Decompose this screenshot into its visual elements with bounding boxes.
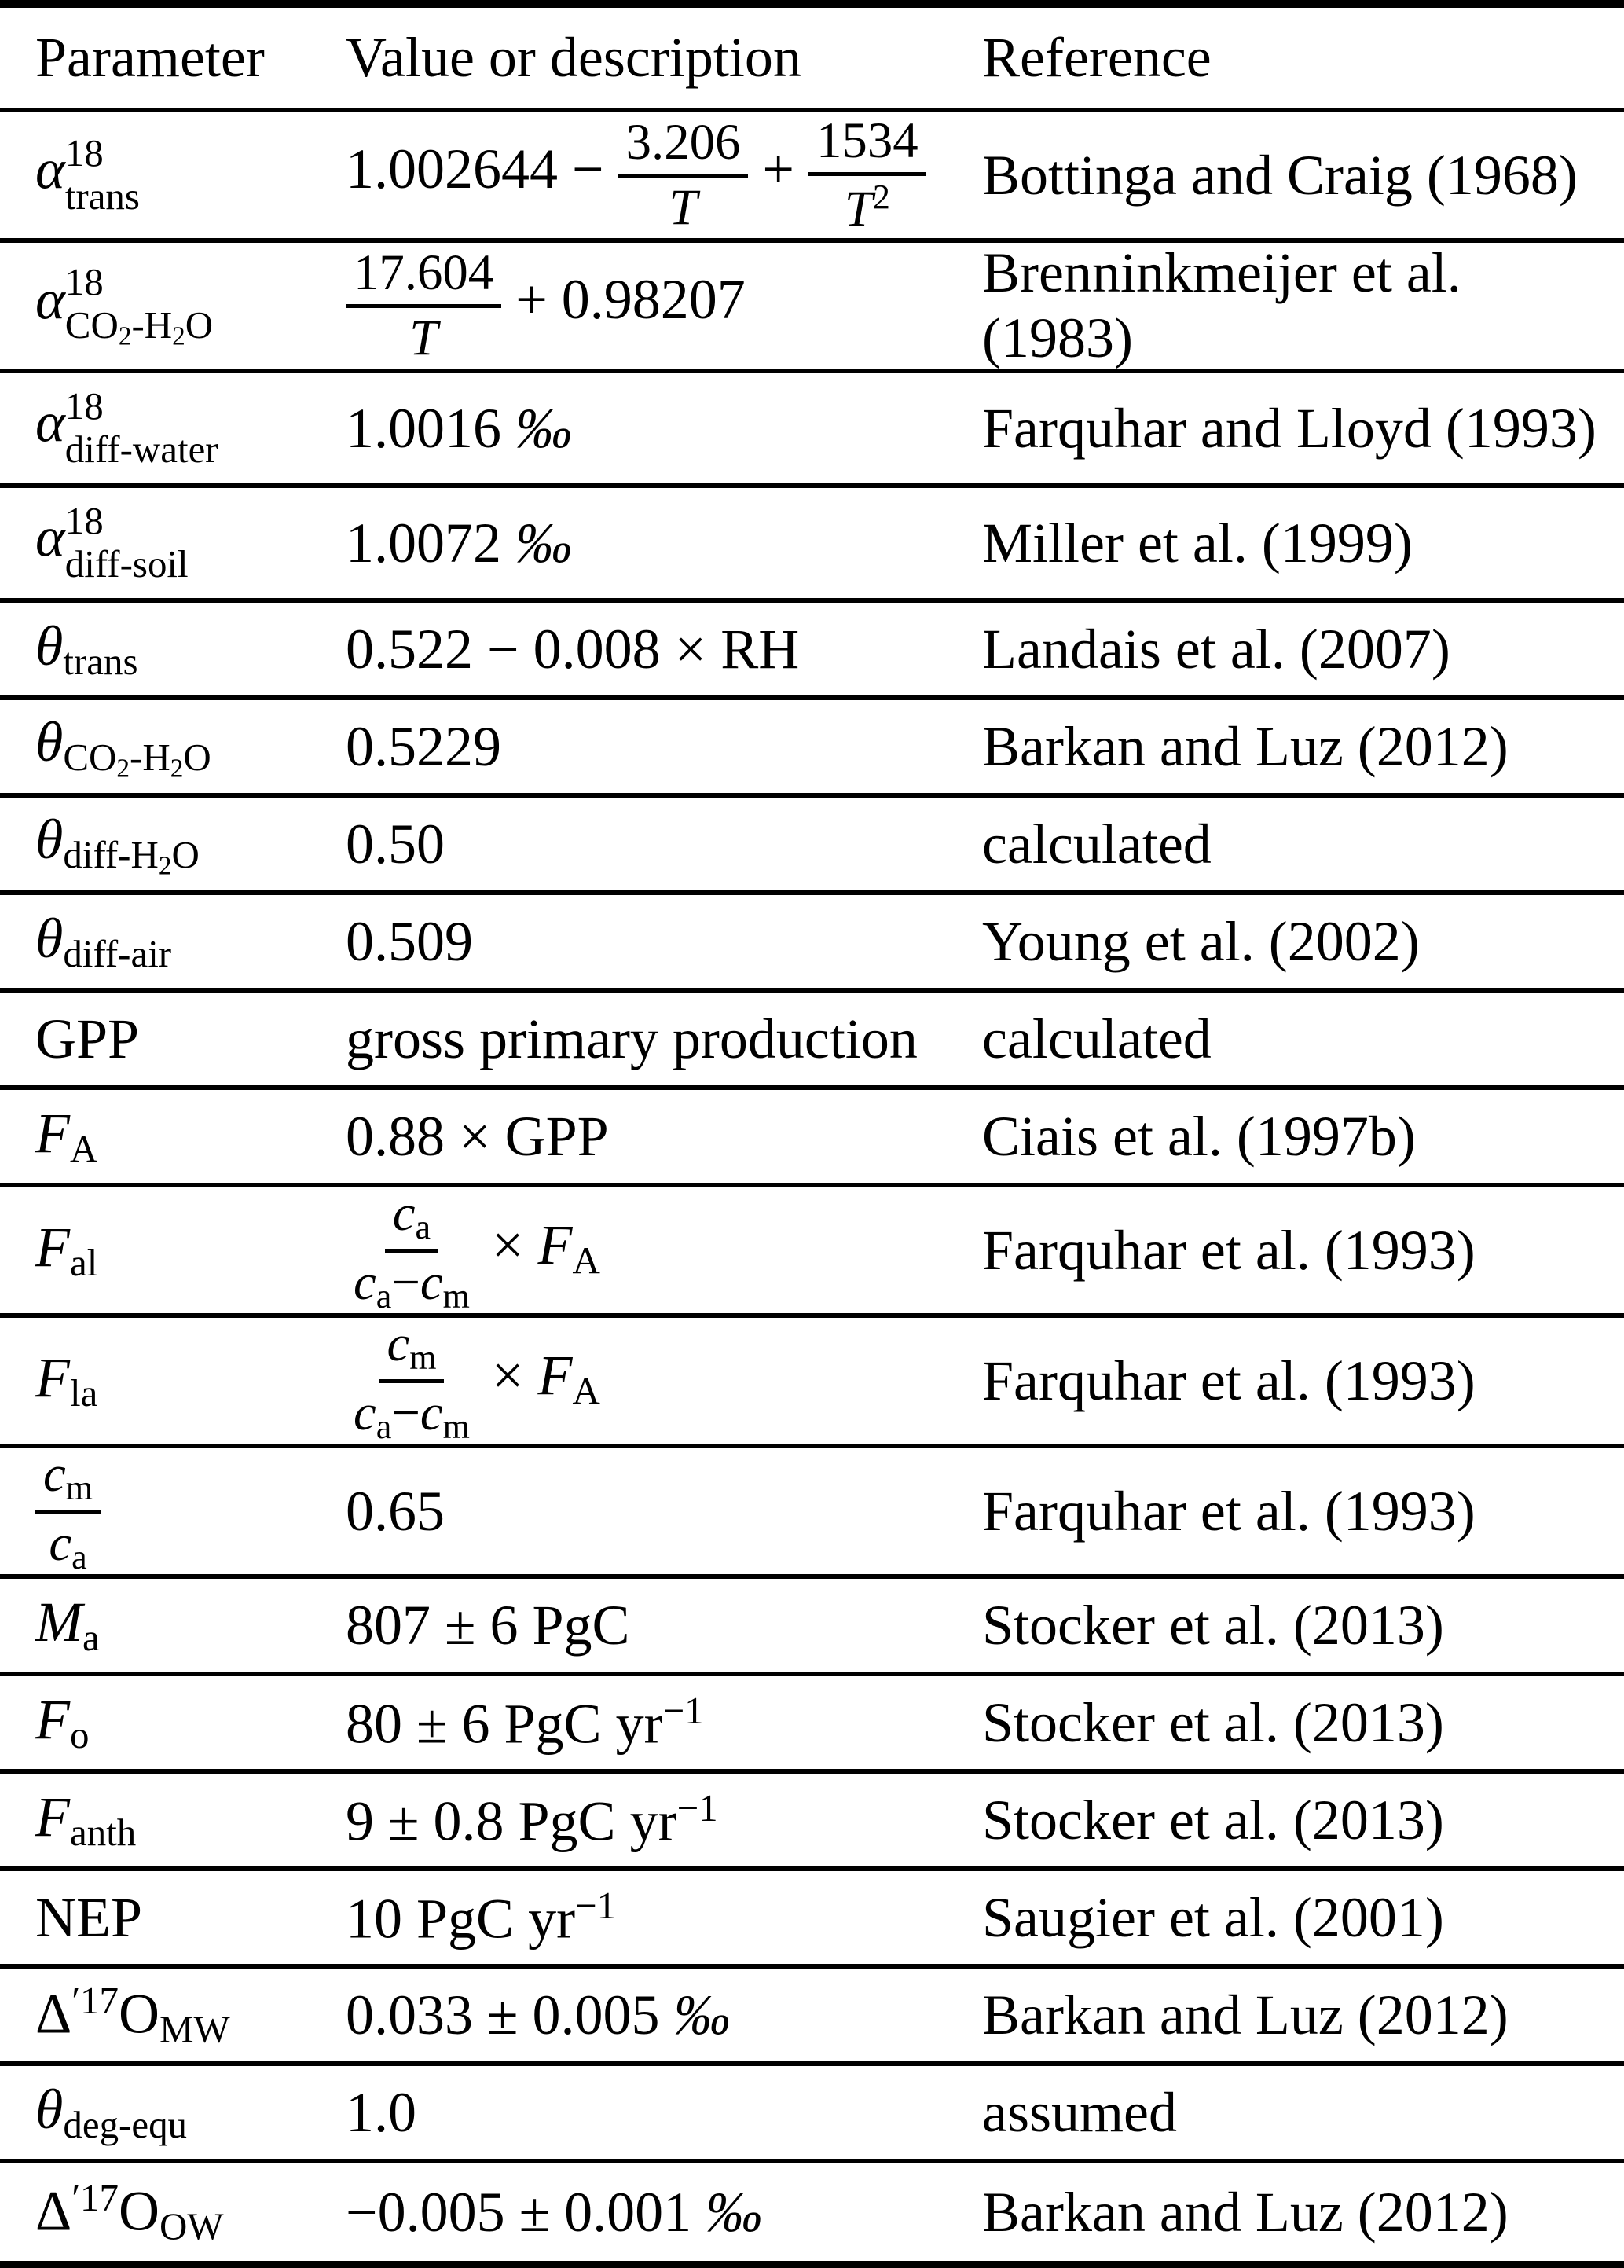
param-cell: $\theta_{diff-air}$ <box>35 907 172 976</box>
value-cell: 1.0 <box>346 2080 416 2144</box>
reference-cell: Barkan and Luz (2012) <box>982 1983 1509 2046</box>
param-cell: $F_o$ <box>35 1688 90 1757</box>
table-row <box>0 1871 1624 1969</box>
table-row <box>0 1445 1624 1579</box>
reference-cell: calculated <box>982 812 1212 875</box>
reference-cell: Landais et al. (2007) <box>982 617 1450 681</box>
param-cell: $\Delta^{'17}O_{MW}$ <box>35 1979 230 2051</box>
value-cell: 0.5229 <box>346 714 501 778</box>
value-cell: 0.522 − 0.008 × RH <box>346 617 800 681</box>
reference-cell: Ciais et al. (1997b) <box>982 1104 1416 1168</box>
value-cell: 1.0016 ‰ <box>346 396 572 460</box>
column-header-parameter: Parameter <box>35 26 265 89</box>
param-cell: $\theta_{trans}$ <box>35 615 138 684</box>
value-cell: 10 PgC $yr^{-1}$ <box>346 1884 617 1951</box>
value-cell: −0.005 ± 0.001 ‰ <box>346 2180 763 2244</box>
value-cell: 1.002644 − $\frac{3.206}{T}$ + $\frac{1534}{T^2}$ <box>346 112 982 237</box>
table-row <box>0 1969 1624 2066</box>
value-cell: 0.509 <box>346 909 473 973</box>
value-cell: 80 ± 6 PgC $yr^{-1}$ <box>346 1689 704 1756</box>
reference-cell: Farquhar et al. (1993) <box>982 1479 1476 1543</box>
column-header-reference: Reference <box>982 26 1212 89</box>
param-cell: $F_{la}$ <box>35 1346 98 1415</box>
table-row <box>0 1090 1624 1187</box>
table-row <box>0 1315 1624 1448</box>
reference-cell: assumed <box>982 2080 1177 2144</box>
value-cell: 0.033 ± 0.005 ‰ <box>346 1983 731 2046</box>
reference-cell: Stocker et al. (2013) <box>982 1593 1444 1657</box>
table-row <box>0 2066 1624 2163</box>
param-cell: GPP <box>35 1007 140 1070</box>
value-cell: $\frac{17.604}{T}$ + 0.98207 <box>346 244 982 366</box>
value-cell: 1.0072 ‰ <box>346 511 572 574</box>
param-cell: α 18 diff-soil <box>35 499 189 585</box>
reference-cell: Farquhar et al. (1993) <box>982 1349 1476 1412</box>
param-cell: $F_A$ <box>35 1102 98 1171</box>
reference-cell: Farquhar and Lloyd (1993) <box>982 396 1597 460</box>
param-cell: α 18 trans <box>35 131 140 218</box>
reference-cell: Barkan and Luz (2012) <box>982 714 1509 778</box>
table-row <box>0 243 1624 373</box>
value-cell: 807 ± 6 PgC <box>346 1593 630 1657</box>
value-cell: $\frac{c_a}{c_a-c_m}$ × $F_A$ <box>354 1184 600 1316</box>
table-row <box>0 993 1624 1090</box>
param-cell: $M_a$ <box>35 1591 100 1660</box>
param-cell: $\frac{c_m}{c_a}$ <box>0 1446 346 1577</box>
table-row <box>0 488 1624 603</box>
table-row <box>0 2163 1624 2261</box>
table-row <box>0 895 1624 993</box>
param-cell: $\theta_{deg-equ}$ <box>35 2078 188 2147</box>
reference-cell: calculated <box>982 1007 1212 1070</box>
table-row <box>0 700 1624 798</box>
table-row <box>0 603 1624 700</box>
param-cell: $\theta_{CO_2-H_2O}$ <box>35 710 211 784</box>
value-cell: 9 ± 0.8 PgC $yr^{-1}$ <box>346 1786 718 1853</box>
reference-cell: Brenninkmeijer et al. (1983) <box>982 241 1461 369</box>
reference-cell: Saugier et al. (2001) <box>982 1885 1444 1949</box>
table-row <box>0 1676 1624 1774</box>
param-cell: α 18 $CO_2-H_2O$ <box>35 259 214 350</box>
value-cell: 0.50 <box>346 812 445 875</box>
reference-cell: Barkan and Luz (2012) <box>982 2180 1509 2244</box>
table-row <box>0 798 1624 895</box>
column-header-value: Value or description <box>346 26 801 89</box>
value-cell: 0.88 × GPP <box>346 1104 609 1168</box>
reference-cell: Young et al. (2002) <box>982 909 1420 973</box>
reference-cell: Farquhar et al. (1993) <box>982 1218 1476 1282</box>
table-header-row <box>0 8 1624 112</box>
value-cell: $\frac{c_m}{c_a-c_m}$ × $F_A$ <box>354 1315 600 1447</box>
table-row <box>0 1579 1624 1676</box>
table-row <box>0 112 1624 243</box>
param-cell: NEP <box>35 1885 143 1949</box>
value-cell: gross primary production <box>346 1007 918 1070</box>
param-cell: $\Delta^{'17}O_{OW}$ <box>35 2176 224 2248</box>
reference-cell: Miller et al. (1999) <box>982 511 1413 574</box>
reference-cell: Stocker et al. (2013) <box>982 1788 1444 1851</box>
table-row <box>0 1184 1624 1318</box>
reference-cell: Bottinga and Craig (1968) <box>982 143 1578 207</box>
reference-cell: Stocker et al. (2013) <box>982 1690 1444 1754</box>
value-cell: 0.65 <box>346 1479 445 1543</box>
param-cell: $\theta_{diff-H_2O}$ <box>35 807 200 881</box>
table-row <box>0 373 1624 488</box>
param-cell: $F_{anth}$ <box>35 1785 137 1855</box>
param-cell: α 18 diff-water <box>35 384 218 471</box>
param-cell: $F_{al}$ <box>35 1216 98 1285</box>
table-row <box>0 1774 1624 1871</box>
